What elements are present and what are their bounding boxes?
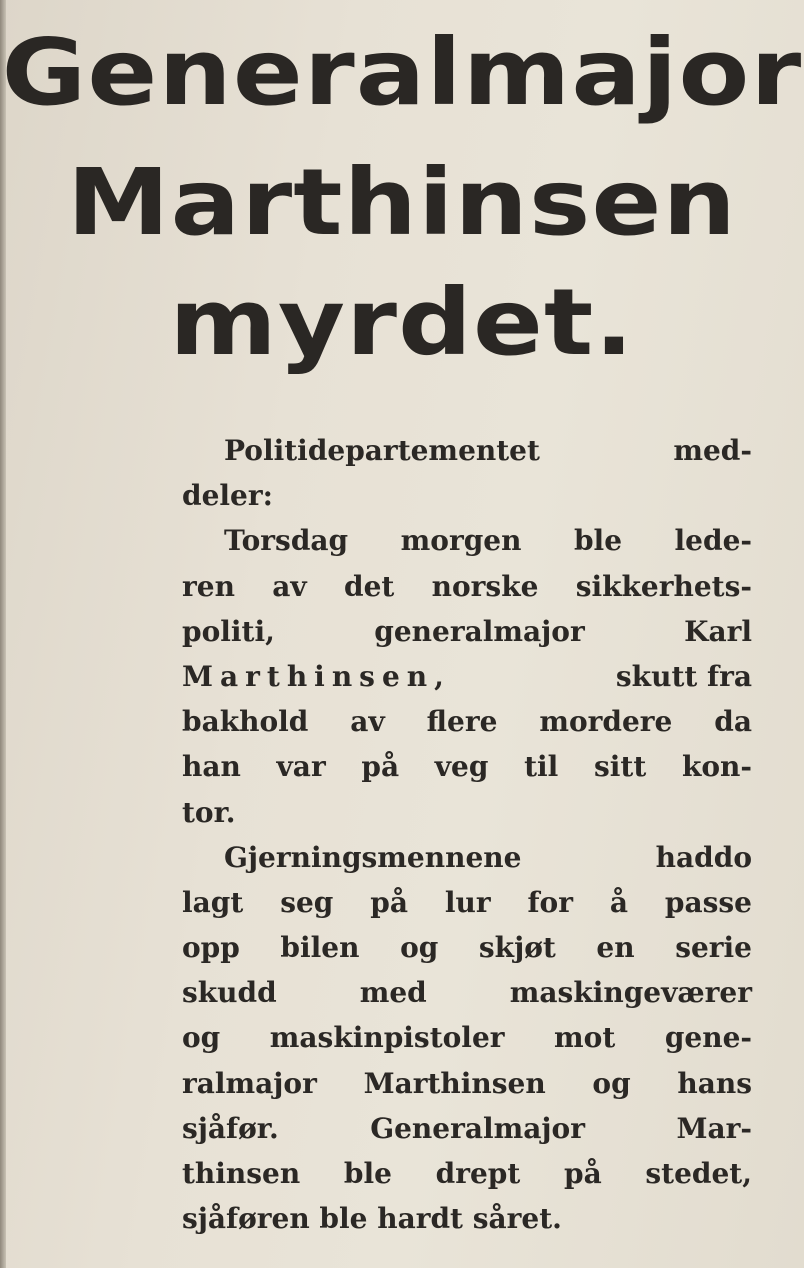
article-line: ralmajor Marthinsen og hans xyxy=(182,1066,752,1100)
article-line: skudd med maskingeværer xyxy=(182,976,752,1010)
article-line: ren av det norske sikkerhets- xyxy=(182,569,752,603)
article-line: sjåføren ble hardt såret. xyxy=(182,1202,562,1236)
article-line: Politidepartementet med- xyxy=(224,434,752,467)
article-line-tail: skutt fra xyxy=(615,659,752,693)
article-line: lagt seg på lur for å passe xyxy=(182,885,752,919)
spaced-name: Marthinsen, xyxy=(182,659,451,693)
article-body xyxy=(182,428,752,1241)
article-line: politi, generalmajor Karl xyxy=(182,614,752,648)
headline-line-3: myrdet. xyxy=(169,269,635,376)
article-line: deler: xyxy=(182,479,273,513)
article-line: tor. xyxy=(182,795,236,829)
article-line: han var på veg til sitt kon- xyxy=(182,750,752,784)
article-line: Gjerningsmennene haddo xyxy=(224,840,752,874)
article-line: og maskinpistoler mot gene- xyxy=(182,1021,752,1055)
headline-line-2: Marthinsen xyxy=(67,149,737,256)
article-line-spaced xyxy=(182,654,752,699)
article-line: opp bilen og skjøt en serie xyxy=(182,931,752,965)
article-line: thinsen ble drept på stedet, xyxy=(182,1157,752,1190)
article-line: Torsdag morgen ble lede- xyxy=(224,524,752,558)
article-line: sjåfør. Generalmajor Mar- xyxy=(182,1111,752,1145)
headline-line-1: Generalmajor xyxy=(1,19,803,126)
article-line: bakhold av flere mordere da xyxy=(182,705,752,739)
